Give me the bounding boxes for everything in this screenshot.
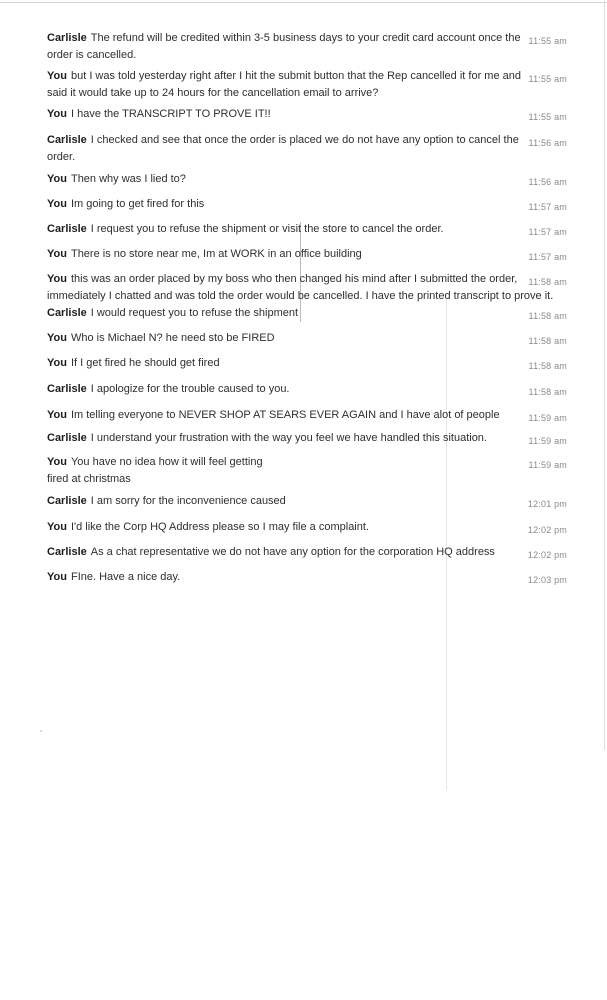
message-sender: Carlisle xyxy=(47,495,87,507)
chat-message xyxy=(47,519,572,536)
message-time: 11:58 am xyxy=(528,311,567,321)
message-body xyxy=(47,106,522,123)
message-body xyxy=(47,519,522,536)
message-body xyxy=(47,454,267,488)
message-sender: Carlisle xyxy=(47,223,87,235)
message-time: 12:02 pm xyxy=(527,525,567,535)
message-text: Im going to get fired for this xyxy=(70,198,205,210)
chat-message xyxy=(47,221,572,238)
message-body xyxy=(47,271,557,305)
message-time: 11:58 am xyxy=(528,361,567,371)
message-body xyxy=(47,569,522,586)
message-text: There is no store near me, Im at WORK in an office building xyxy=(70,248,362,260)
message-time: 11:58 am xyxy=(528,336,567,346)
message-time: 11:59 am xyxy=(528,436,567,446)
message-time: 11:57 am xyxy=(528,202,567,212)
message-body xyxy=(47,305,522,322)
message-body xyxy=(47,171,522,188)
chat-message xyxy=(47,132,572,166)
message-time: 11:59 am xyxy=(528,413,567,423)
chat-message xyxy=(47,544,572,561)
top-divider xyxy=(0,2,607,3)
message-sender: You xyxy=(47,332,67,344)
chat-message xyxy=(47,68,572,102)
message-sender: Carlisle xyxy=(47,546,87,558)
message-text: Who is Michael N? he need sto be FIRED xyxy=(70,332,275,344)
message-sender: You xyxy=(47,70,67,82)
message-sender: Carlisle xyxy=(47,432,87,444)
message-text: but I was told yesterday right after I hit the submit button that the Rep cancelled it for me and said it would take up to 24 hours for the cancellation email to arrive? xyxy=(47,70,521,99)
message-text: You have no idea how it will feel getting fired at christmas xyxy=(47,456,263,485)
message-sender: You xyxy=(47,248,67,260)
chat-message xyxy=(47,271,572,305)
chat-message xyxy=(47,454,572,488)
message-sender: You xyxy=(47,409,67,421)
chat-message xyxy=(47,305,572,322)
chat-message xyxy=(47,493,572,510)
message-body xyxy=(47,132,522,166)
message-sender: You xyxy=(47,108,67,120)
message-body xyxy=(47,493,522,510)
message-body xyxy=(47,544,522,561)
message-time: 11:58 am xyxy=(528,387,567,397)
message-text: Then why was I lied to? xyxy=(70,173,186,185)
message-time: 11:59 am xyxy=(528,460,567,470)
message-time: 12:03 pm xyxy=(527,575,567,585)
message-text: I'd like the Corp HQ Address please so I may file a complaint. xyxy=(70,521,369,533)
chat-message xyxy=(47,171,572,188)
message-body xyxy=(47,330,522,347)
message-text: I understand your frustration with the way you feel we have handled this situation. xyxy=(90,432,487,444)
message-sender: You xyxy=(47,571,67,583)
message-time: 11:55 am xyxy=(528,112,567,122)
chat-message xyxy=(47,430,572,447)
message-body xyxy=(47,381,522,398)
message-body xyxy=(47,221,522,238)
message-time: 11:55 am xyxy=(528,36,567,46)
message-text: The refund will be credited within 3-5 business days to your credit card account once the order is cancelled. xyxy=(47,32,521,61)
message-sender: Carlisle xyxy=(47,134,87,146)
message-sender: You xyxy=(47,273,67,285)
message-time: 11:56 am xyxy=(528,138,567,148)
chat-message xyxy=(47,569,572,586)
message-text: I am sorry for the inconvenience caused xyxy=(90,495,286,507)
message-text: I would request you to refuse the shipment xyxy=(90,307,299,319)
message-sender: You xyxy=(47,198,67,210)
chat-message xyxy=(47,246,572,263)
message-body xyxy=(47,68,522,102)
chat-message xyxy=(47,330,572,347)
message-time: 12:01 pm xyxy=(527,499,567,509)
message-sender: You xyxy=(47,521,67,533)
message-sender: You xyxy=(47,173,67,185)
message-time: 11:57 am xyxy=(528,227,567,237)
chat-message xyxy=(47,355,572,372)
message-body xyxy=(47,246,522,263)
chat-message xyxy=(47,106,572,123)
message-time: 12:02 pm xyxy=(527,550,567,560)
message-text: I request you to refuse the shipment or visit the store to cancel the order. xyxy=(90,223,444,235)
page-edge-line xyxy=(604,0,605,750)
chat-message xyxy=(47,407,572,424)
message-body xyxy=(47,430,522,447)
message-sender: You xyxy=(47,456,67,468)
chat-message xyxy=(47,30,572,64)
message-sender: Carlisle xyxy=(47,32,87,44)
message-time: 11:57 am xyxy=(528,252,567,262)
message-sender: Carlisle xyxy=(47,307,87,319)
message-text: this was an order placed by my boss who then changed his mind after I submitted the order, immediately I chatted and was told the order would be cancelled. I have the printed transcript to prove it. xyxy=(47,273,554,302)
message-time: 11:55 am xyxy=(528,74,567,84)
message-sender: Carlisle xyxy=(47,383,87,395)
message-text: I apologize for the trouble caused to you. xyxy=(90,383,290,395)
message-time: 11:58 am xyxy=(528,277,567,287)
message-body xyxy=(47,196,522,213)
message-text: I checked and see that once the order is placed we do not have any option to cancel the order. xyxy=(47,134,519,163)
message-text: If I get fired he should get fired xyxy=(70,357,220,369)
message-body xyxy=(47,30,522,64)
chat-message xyxy=(47,196,572,213)
message-sender: You xyxy=(47,357,67,369)
message-body xyxy=(47,355,522,372)
scan-artifact-dot xyxy=(40,730,42,732)
message-text: As a chat representative we do not have any option for the corporation HQ address xyxy=(90,546,495,558)
chat-message xyxy=(47,381,572,398)
message-text: Im telling everyone to NEVER SHOP AT SEARS EVER AGAIN and I have alot of people xyxy=(70,409,500,421)
message-time: 11:56 am xyxy=(528,177,567,187)
chat-transcript xyxy=(47,30,572,586)
message-body xyxy=(47,407,522,424)
message-text: FIne. Have a nice day. xyxy=(70,571,181,583)
message-text: I have the TRANSCRIPT TO PROVE IT!! xyxy=(70,108,271,120)
